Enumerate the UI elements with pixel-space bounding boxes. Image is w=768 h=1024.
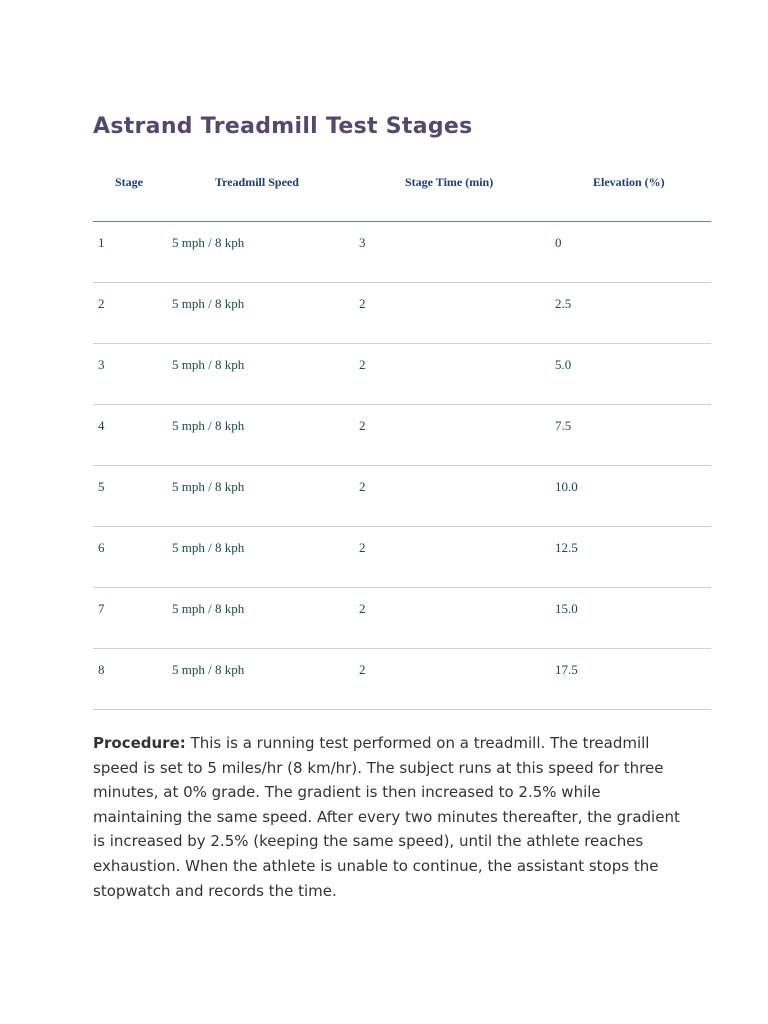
stages-table <box>93 160 711 710</box>
table-row <box>93 283 711 344</box>
cell-stage: 7 <box>98 601 105 616</box>
table-row <box>93 588 711 649</box>
header-treadmill-speed: Treadmill Speed <box>215 175 299 189</box>
table-row <box>93 527 711 588</box>
cell-elevation: 10.0 <box>555 479 578 494</box>
cell-stage: 3 <box>98 357 105 372</box>
table-row <box>93 344 711 405</box>
cell-stage-time: 2 <box>359 418 366 433</box>
cell-speed: 5 mph / 8 kph <box>172 235 245 250</box>
procedure-text: This is a running test performed on a treadmill. The treadmill speed is set to 5 miles/hr (8 km/hr). The subject runs at this speed for three minutes, at 0% grade. The gradient is then increased to 2.5% while maintaining the same speed. After every two minutes thereafter, the gradient is increased by 2.5% (keeping the same speed), until the athlete reaches exhaustion. When the athlete is unable to continue, the assistant stops the stopwatch and records the time. <box>93 734 680 900</box>
procedure-paragraph <box>93 731 693 903</box>
cell-elevation: 12.5 <box>555 540 578 555</box>
cell-stage: 1 <box>98 235 105 250</box>
cell-speed: 5 mph / 8 kph <box>172 540 245 555</box>
cell-stage: 6 <box>98 540 105 555</box>
cell-stage: 4 <box>98 418 105 433</box>
cell-stage-time: 2 <box>359 601 366 616</box>
table-body <box>93 222 711 710</box>
page-title: Astrand Treadmill Test Stages <box>93 114 473 139</box>
cell-stage: 8 <box>98 662 105 677</box>
table-row <box>93 405 711 466</box>
cell-stage-time: 2 <box>359 296 366 311</box>
cell-speed: 5 mph / 8 kph <box>172 418 245 433</box>
header-stage-time: Stage Time (min) <box>405 175 494 189</box>
cell-elevation: 15.0 <box>555 601 578 616</box>
cell-stage: 5 <box>98 479 105 494</box>
table-header <box>93 160 711 222</box>
procedure-label: Procedure: <box>93 734 186 752</box>
cell-speed: 5 mph / 8 kph <box>172 479 245 494</box>
header-elevation: Elevation (%) <box>593 175 665 189</box>
table-row <box>93 222 711 283</box>
cell-speed: 5 mph / 8 kph <box>172 296 245 311</box>
cell-stage-time: 2 <box>359 479 366 494</box>
cell-elevation: 7.5 <box>555 418 572 433</box>
cell-elevation: 5.0 <box>555 357 572 372</box>
cell-speed: 5 mph / 8 kph <box>172 601 245 616</box>
cell-stage-time: 2 <box>359 662 366 677</box>
header-stage: Stage <box>115 175 143 189</box>
cell-stage-time: 3 <box>359 235 366 250</box>
cell-stage: 2 <box>98 296 105 311</box>
cell-elevation: 17.5 <box>555 662 578 677</box>
cell-speed: 5 mph / 8 kph <box>172 662 245 677</box>
cell-elevation: 2.5 <box>555 296 572 311</box>
table-row <box>93 649 711 710</box>
table-row <box>93 466 711 527</box>
cell-speed: 5 mph / 8 kph <box>172 357 245 372</box>
cell-elevation: 0 <box>555 235 562 250</box>
cell-stage-time: 2 <box>359 540 366 555</box>
cell-stage-time: 2 <box>359 357 366 372</box>
